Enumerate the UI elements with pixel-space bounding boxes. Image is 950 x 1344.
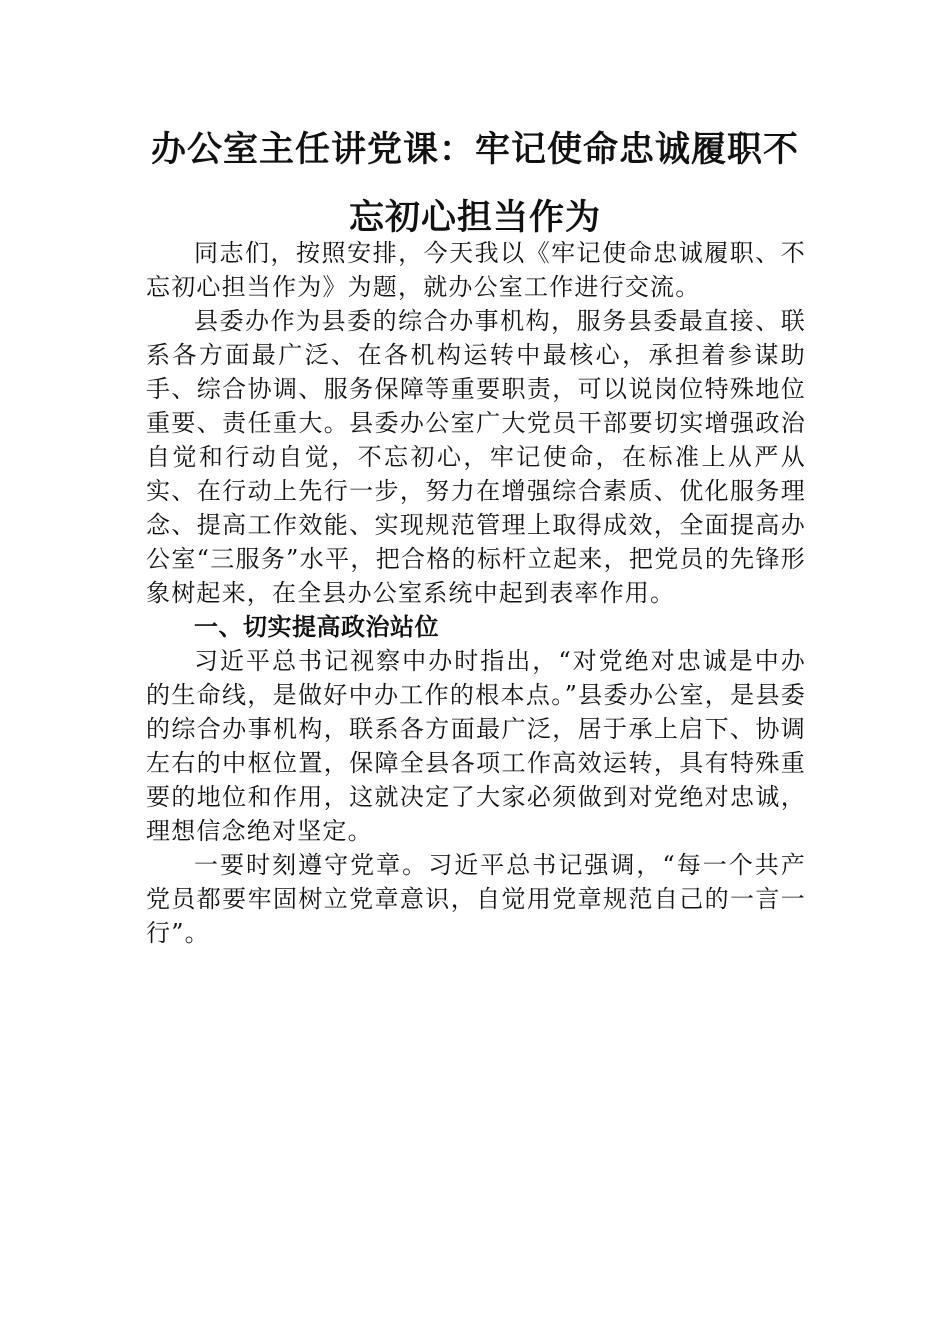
document-body [146, 236, 806, 950]
document-title-line-1: 办公室主任讲党课：牢记使命忠诚履职不 [150, 129, 799, 170]
paragraph-intro: 同志们，按照安排，今天我以《牢记使命忠诚履职、不忘初心担当作为》为题，就办公室工作进行交流。 [146, 239, 806, 301]
paragraph-section1-party-charter: 一要时刻遵守党章。习近平总书记强调，“每一个共产党员都要牢固树立党章意识，自觉用党章规范自己的一言一行”。 [146, 851, 806, 947]
section-heading-1: 一、切实提高政治站位 [194, 613, 439, 641]
paragraph-office-role: 县委办作为县委的综合办事机构，服务县委最直接、联系各方面最广泛、在各机构运转中最核心，承担着参谋助手、综合协调、服务保障等重要职责，可以说岗位特殊地位重要、责任重大。县委办公室广大党员干部要切实增强政治自觉和行动自觉，不忘初心，牢记使命，在标准上从严从实、在行动上先行一步，努力在增强综合素质、优化服务理念、提高工作效能、实现规范管理上取得成效，全面提高办公室“三服务”水平，把合格的标杆立起来，把党员的先锋形象树起来，在全县办公室系统中起到表率作用。 [146, 307, 806, 607]
document-title-line-2: 忘初心担当作为 [348, 197, 601, 238]
paragraph-section1-loyalty: 习近平总书记视察中办时指出，“对党绝对忠诚是中办的生命线，是做好中办工作的根本点。”县委办公室，是县委的综合办事机构，联系各方面最广泛，居于承上启下、协调左右的中枢位置，保障全县各项工作高效运转，具有特殊重要的地位和作用，这就决定了大家必须做到对党绝对忠诚，理想信念绝对坚定。 [146, 647, 806, 845]
